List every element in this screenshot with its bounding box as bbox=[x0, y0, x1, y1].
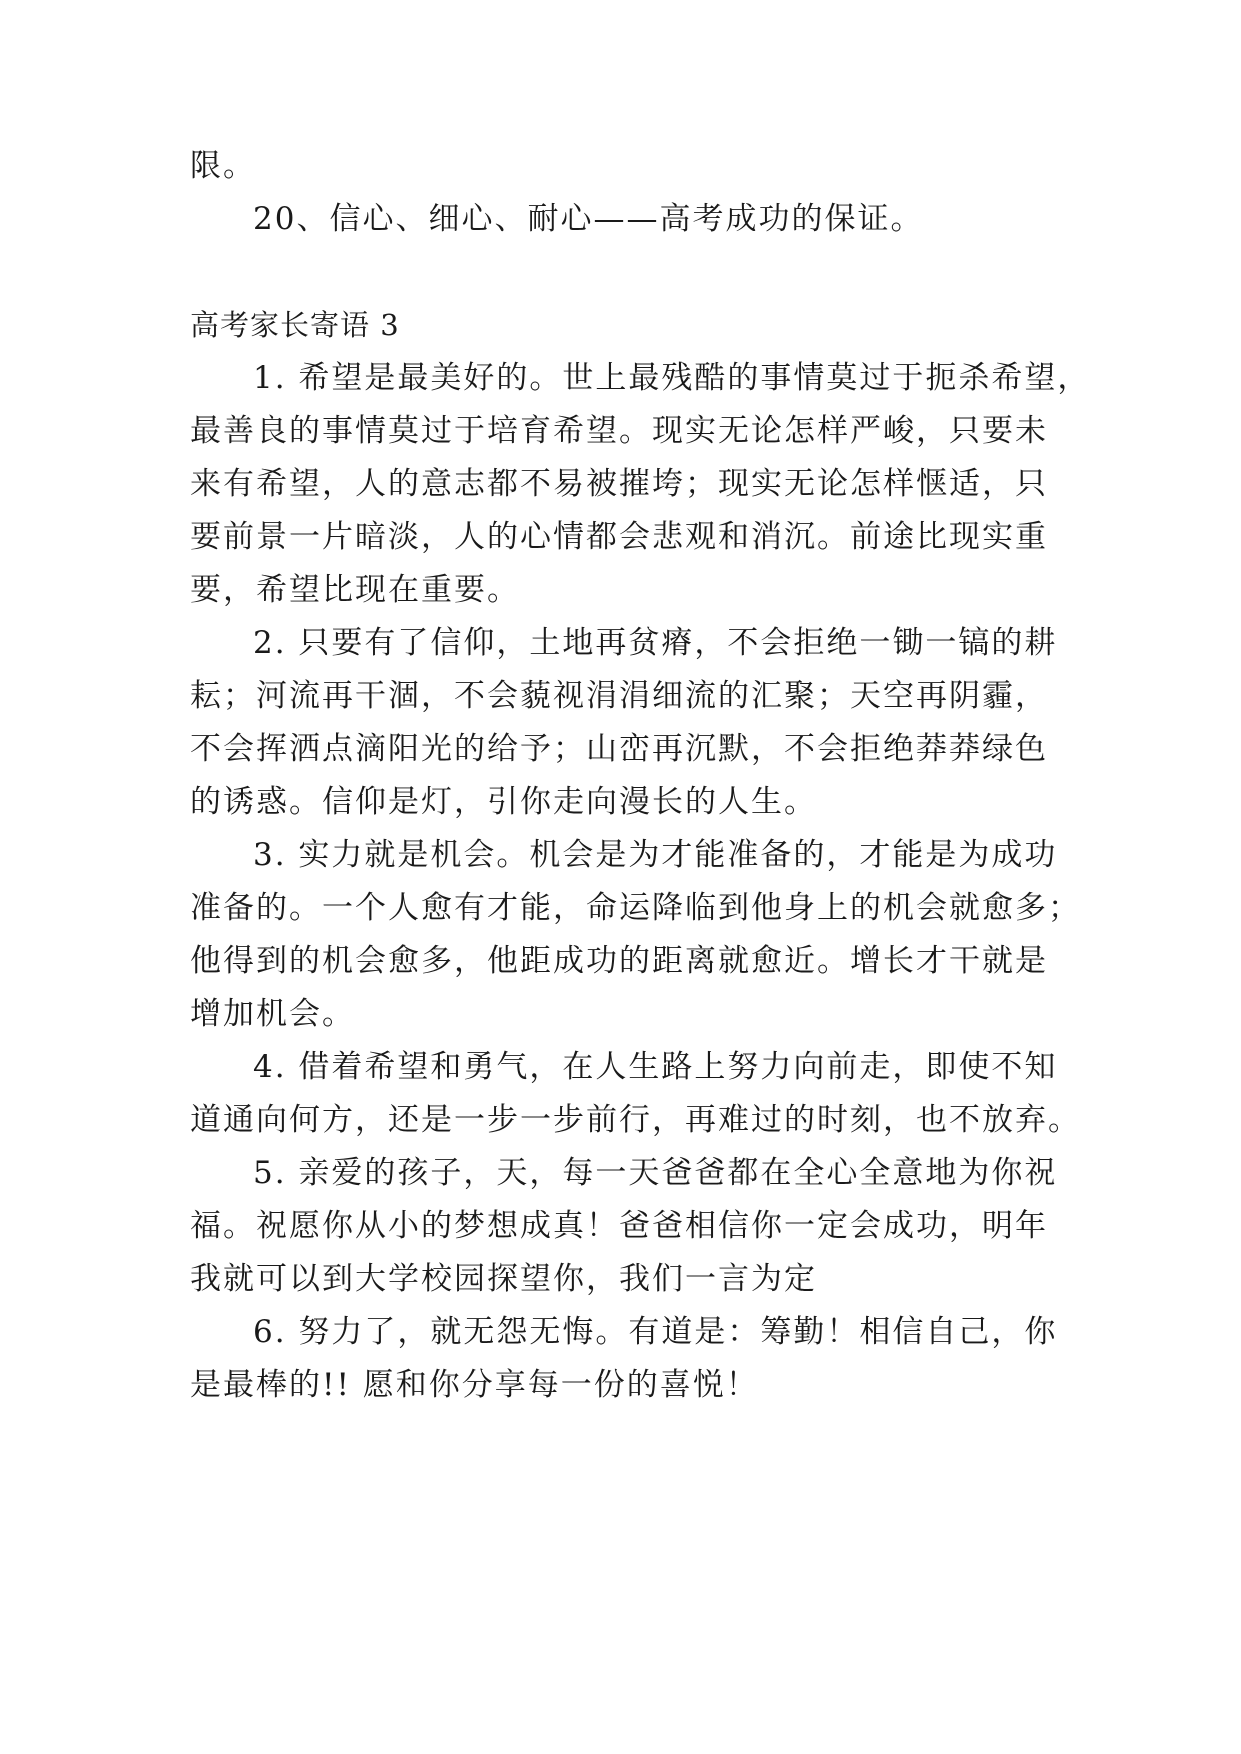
paragraph-2-line-1: 2. 只要有了信仰，土地再贫瘠，不会拒绝一锄一镐的耕 bbox=[253, 625, 1058, 661]
paragraph-2-line-3: 不会挥洒点滴阳光的给予；山峦再沉默，不会拒绝莽莽绿色 bbox=[190, 731, 1048, 767]
paragraph-1-line-2: 最善良的事情莫过于培育希望。现实无论怎样严峻，只要未 bbox=[190, 413, 1048, 449]
paragraph-2-line-4: 的诱惑。信仰是灯，引你走向漫长的人生。 bbox=[190, 784, 817, 820]
paragraph-5-line-2: 福。祝愿你从小的梦想成真！爸爸相信你一定会成功，明年 bbox=[190, 1208, 1048, 1244]
paragraph-3-line-3: 他得到的机会愈多，他距成功的距离就愈近。增长才干就是 bbox=[190, 943, 1048, 979]
paragraph-4-line-1: 4. 借着希望和勇气，在人生路上努力向前走，即使不知 bbox=[253, 1049, 1058, 1085]
paragraph-4-line-2: 道通向何方，还是一步一步前行，再难过的时刻，也不放弃。 bbox=[190, 1102, 1081, 1138]
paragraph-5-line-1: 5. 亲爱的孩子，天，每一天爸爸都在全心全意地为你祝 bbox=[253, 1155, 1058, 1191]
paragraph-1-line-3: 来有希望，人的意志都不易被摧垮；现实无论怎样惬适，只 bbox=[190, 466, 1048, 502]
paragraph-1-line-1: 1. 希望是最美好的。世上最残酷的事情莫过于扼杀希望， bbox=[253, 360, 1091, 396]
list-item-20: 20、信心、细心、耐心——高考成功的保证。 bbox=[253, 201, 924, 237]
paragraph-1-line-5: 要，希望比现在重要。 bbox=[190, 572, 520, 608]
paragraph-1-line-4: 要前景一片暗淡，人的心情都会悲观和消沉。前途比现实重 bbox=[190, 519, 1048, 555]
paragraph-3-line-2: 准备的。一个人愈有才能，命运降临到他身上的机会就愈多； bbox=[190, 890, 1081, 926]
paragraph-3-line-1: 3. 实力就是机会。机会是为才能准备的，才能是为成功 bbox=[253, 837, 1058, 873]
paragraph-2-line-2: 耘；河流再干涸，不会藐视涓涓细流的汇聚；天空再阴霾， bbox=[190, 678, 1048, 714]
paragraph-3-line-4: 增加机会。 bbox=[190, 996, 355, 1032]
paragraph-6-line-1: 6. 努力了，就无怨无悔。有道是：筹勤！相信自己，你 bbox=[253, 1314, 1058, 1350]
paragraph-5-line-3: 我就可以到大学校园探望你，我们一言为定 bbox=[190, 1261, 817, 1297]
section-title: 高考家长寄语 3 bbox=[190, 308, 400, 342]
paragraph-6-line-2: 是最棒的!! 愿和你分享每一份的喜悦！ bbox=[190, 1367, 759, 1403]
previous-paragraph-tail: 限。 bbox=[190, 148, 256, 184]
